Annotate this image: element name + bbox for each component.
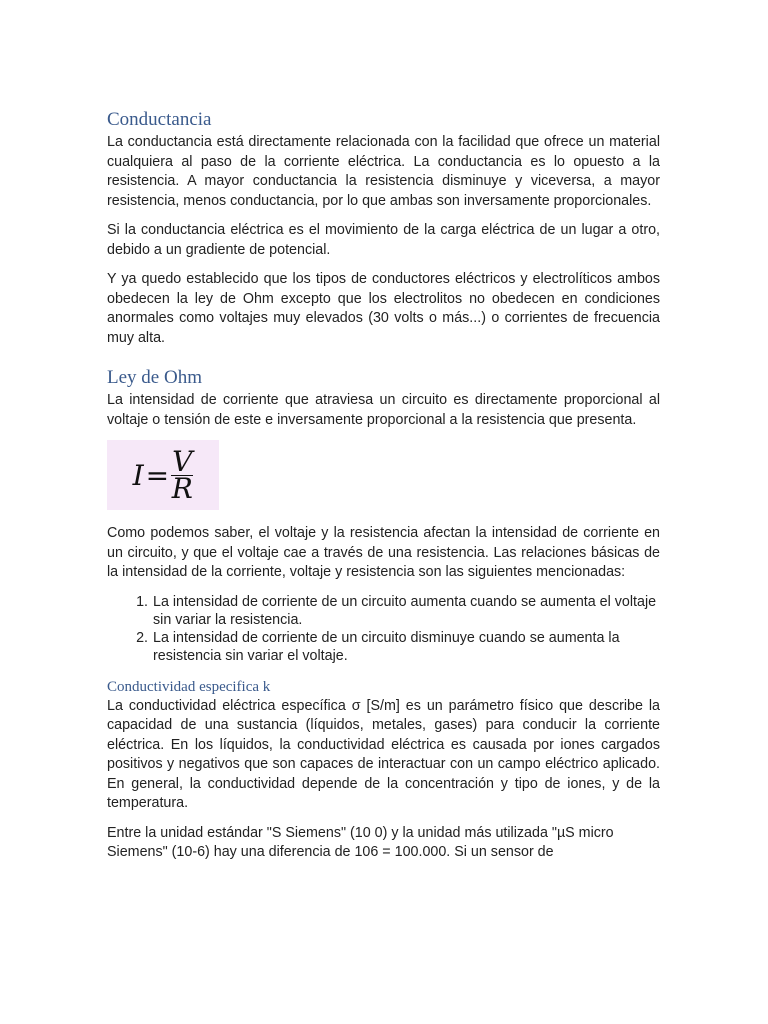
paragraph-conductividad-1: La conductividad eléctrica específica σ [S/m] es un parámetro físico que describe la capacidad de una sustancia (líquidos, metales, gases) para conducir la corriente eléctrica. En los líquidos, la conductividad eléctrica es causada por iones cargados positivos y negativos que son capaces de interactuar con un campo eléctrico aplicado. En general, la conductividad depende de la concentración y tipo de iones, y de la temperatura.	[107, 697, 660, 811]
ohm-relations-list	[107, 593, 660, 665]
heading-conductividad: Conductividad especifica k	[107, 678, 271, 695]
section-ley-ohm	[107, 366, 660, 665]
paragraph-ley-ohm-relations: Como podemos saber, el voltaje y la resistencia afectan la intensidad de corriente en un circuito, y que el voltaje cae a través de una resistencia. Las relaciones básicas de la intensidad de la corriente, voltaje y resistencia son las siguientes mencionadas:	[107, 525, 660, 580]
formula-current: I	[132, 458, 144, 492]
heading-ley-ohm: Ley de Ohm	[107, 367, 202, 388]
ohm-formula-image	[107, 440, 219, 510]
paragraph-conductancia-2: Si la conductancia eléctrica es el movimiento de la carga eléctrica de un lugar a otro, debido a un gradiente de potencial.	[107, 222, 660, 258]
paragraph-conductancia-3: Y ya quedo establecido que los tipos de conductores eléctricos y electrolíticos ambos obedecen la ley de Ohm excepto que los electrolitos no obedecen en condiciones anormales como voltajes muy elevados (30 volts o más...) o corrientes de frecuencia muy alta.	[107, 271, 660, 346]
paragraph-conductividad-2: Entre la unidad estándar "S Siemens" (10 0) y la unidad más utilizada "µS micro Siemens" (10-6) hay una diferencia de 106 = 100.000. Si un sensor de	[107, 824, 614, 860]
section-conductancia	[107, 108, 660, 348]
list-item: 2. La intensidad de corriente de un circuito disminuye cuando se aumenta la resistencia sin variar el voltaje.	[152, 629, 660, 665]
formula-voltage: V	[172, 444, 193, 478]
heading-conductancia: Conductancia	[107, 109, 212, 130]
formula-equals: =	[145, 458, 170, 492]
section-conductividad	[107, 677, 660, 863]
paragraph-ley-ohm-intro: La intensidad de corriente que atraviesa un circuito es directamente proporcional al voltaje o tensión de este e inversamente proporcional a la resistencia que presenta.	[107, 392, 660, 428]
list-item: 1. La intensidad de corriente de un circuito aumenta cuando se aumenta el voltaje sin variar la resistencia.	[152, 593, 660, 629]
paragraph-conductancia-1: La conductancia está directamente relacionada con la facilidad que ofrece un material cualquiera al paso de la corriente eléctrica. La conductancia es lo opuesto a la resistencia. A mayor conductancia la resistencia disminuye y viceversa, a mayor resistencia, menos conductancia, por lo que ambas son inversamente proporcionales.	[107, 134, 660, 209]
formula-resistance: R	[171, 471, 193, 505]
formula-fraction	[171, 444, 193, 505]
ohm-formula	[132, 444, 194, 505]
document-page	[107, 108, 660, 873]
